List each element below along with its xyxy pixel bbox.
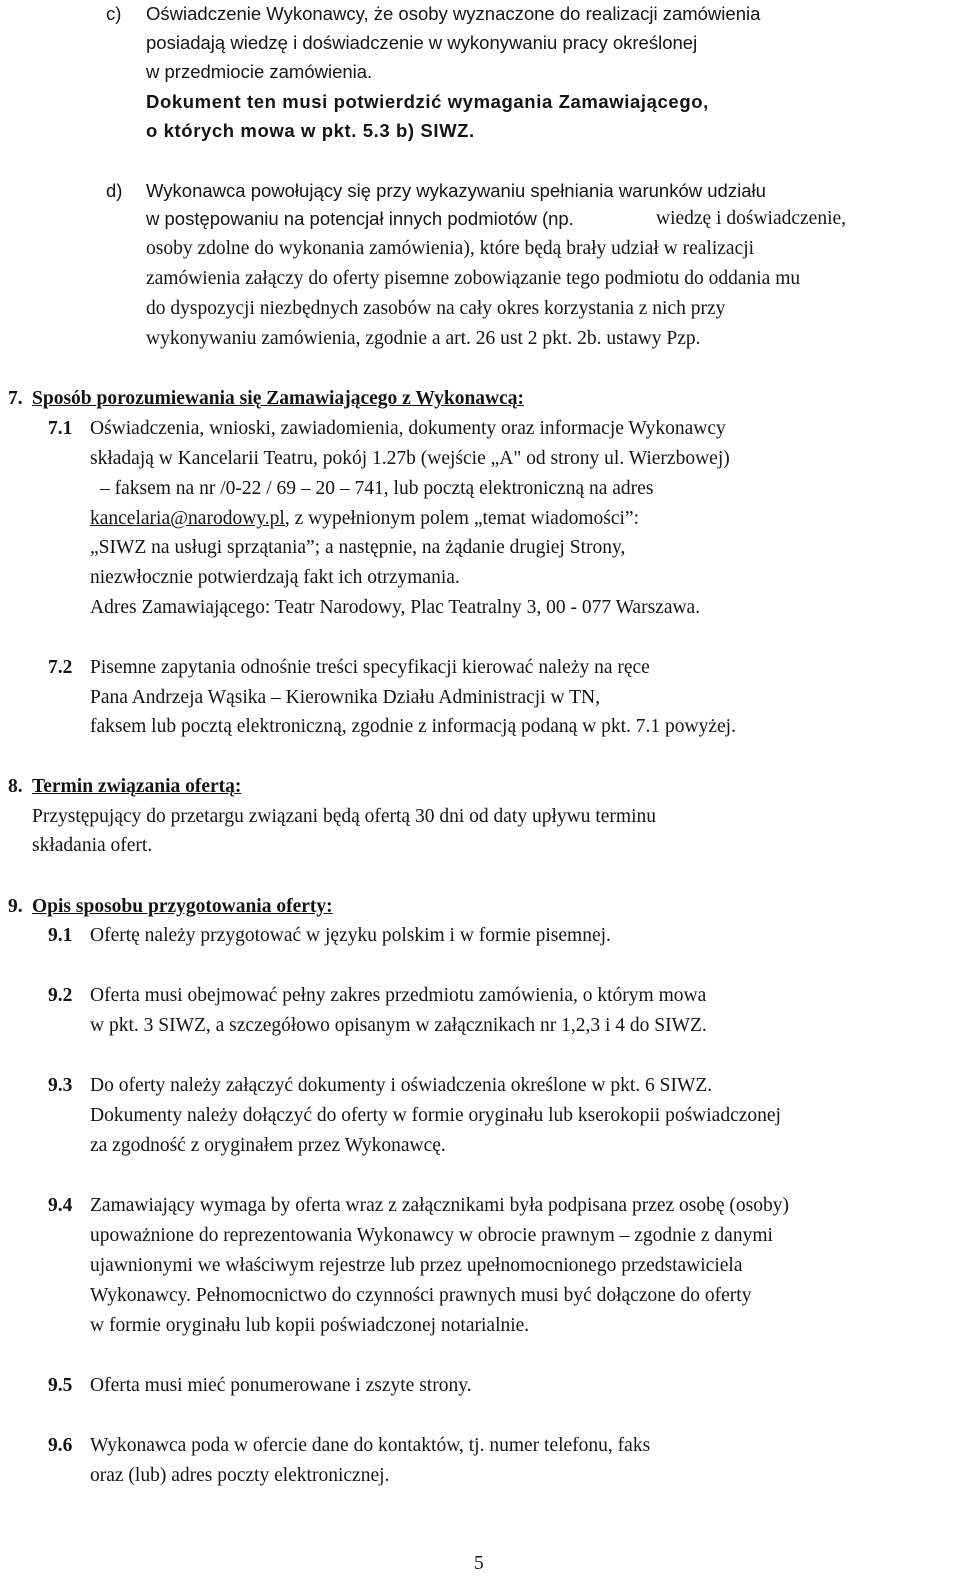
email-link[interactable]: kancelaria@narodowy.pl [90,508,285,529]
item-7-2-line: faksem lub pocztą elektroniczną, zgodnie z informacją podaną w pkt. 7.1 powyżej. [90,716,736,737]
item-d-line: Wykonawca powołujący się przy wykazywaniu spełniania warunków udziału [146,180,766,201]
item-d-line: osoby zdolne do wykonania zamówienia), które będą brały udział w realizacji [146,238,755,259]
item-9-4-number: 9.4 [48,1195,73,1216]
item-9-2-line: Oferta musi obejmować pełny zakres przedmiotu zamówienia, o którym mowa [90,985,707,1006]
item-9-3-line: Dokumenty należy dołączyć do oferty w formie oryginału lub kserokopii poświadczonej [90,1105,781,1126]
item-c-label: c) [106,3,122,24]
section-8-heading: Termin związania ofertą: [32,776,242,797]
item-9-5-line: Oferta musi mieć ponumerowane i zszyte strony. [90,1375,472,1396]
item-d-line: w postępowaniu na potencjał innych podmiotów (np. [146,208,574,229]
section-9-number: 9. [8,896,23,917]
item-9-4-line: Zamawiający wymaga by oferta wraz z załącznikami była podpisana przez osobę (osoby) [90,1195,789,1216]
item-d-label: d) [106,180,123,201]
item-7-2-line: Pisemne zapytania odnośnie treści specyfikacji kierować należy na ręce [90,657,650,678]
section-8-line: składania ofert. [32,835,153,856]
item-9-6-line: Wykonawca poda w ofercie dane do kontaktów, tj. numer telefonu, faks [90,1435,651,1456]
item-c-line-bold: Dokument ten musi potwierdzić wymagania Zamawiającego, [146,91,709,112]
item-d-line: zamówienia załączy do oferty pisemne zobowiązanie tego podmiotu do oddania mu [146,268,801,289]
page-number: 5 [474,1553,484,1574]
item-9-4-line: ujawnionymi we właściwym rejestrze lub przez upełnomocnionego przedstawiciela [90,1255,743,1276]
item-9-1-number: 9.1 [48,925,73,946]
item-7-1-email-line [90,505,639,532]
section-7-number: 7. [8,388,23,409]
item-d-line: wiedzę i doświadczenie, [656,208,847,229]
item-9-2-line: w pkt. 3 SIWZ, a szczegółowo opisanym w załącznikach nr 1,2,3 i 4 do SIWZ. [90,1015,707,1036]
item-9-6-number: 9.6 [48,1435,73,1456]
item-9-1-line: Ofertę należy przygotować w języku polskim i w formie pisemnej. [90,925,611,946]
item-c-line: Oświadczenie Wykonawcy, że osoby wyznaczone do realizacji zamówienia [146,3,761,24]
item-7-2-number: 7.2 [48,657,73,678]
section-9-heading: Opis sposobu przygotowania oferty: [32,896,333,917]
item-9-5-number: 9.5 [48,1375,73,1396]
section-8-number: 8. [8,776,23,797]
item-9-2-number: 9.2 [48,985,73,1006]
email-suffix: , z wypełnionym polem „temat wiadomości”: [284,508,639,529]
item-9-3-number: 9.3 [48,1075,73,1096]
section-8-line: Przystępujący do przetargu związani będą ofertą 30 dni od daty upływu terminu [32,806,656,827]
item-7-1-line: Oświadczenia, wnioski, zawiadomienia, dokumenty oraz informacje Wykonawcy [90,418,726,439]
item-9-3-line: za zgodność z oryginałem przez Wykonawcę. [90,1135,446,1156]
item-7-1-line: Adres Zamawiającego: Teatr Narodowy, Plac Teatralny 3, 00 - 077 Warszawa. [90,597,701,618]
item-c-line: w przedmiocie zamówienia. [146,61,373,82]
item-9-4-line: w formie oryginału lub kopii poświadczonej notarialnie. [90,1315,530,1336]
item-7-2-line: Pana Andrzeja Wąsika – Kierownika Działu Administracji w TN, [90,687,600,708]
item-9-4-line: Wykonawcy. Pełnomocnictwo do czynności prawnych musi być dołączone do oferty [90,1285,752,1306]
item-7-1-line: składają w Kancelarii Teatru, pokój 1.27b (wejście „A" od strony ul. Wierzbowej) [90,448,730,469]
section-7-heading: Sposób porozumiewania się Zamawiającego z Wykonawcą: [32,388,525,409]
item-7-1-line: – faksem na nr /0-22 / 69 – 20 – 741, lub pocztą elektroniczną na adres [100,478,654,499]
item-7-1-line: niezwłocznie potwierdzają fakt ich otrzymania. [90,567,460,588]
item-7-1-line: „SIWZ na usługi sprzątania”; a następnie, na żądanie drugiej Strony, [90,537,626,558]
item-7-1-number: 7.1 [48,418,73,439]
item-9-6-line: oraz (lub) adres poczty elektronicznej. [90,1465,390,1486]
item-d-line: do dyspozycji niezbędnych zasobów na cały okres korzystania z nich przy [146,298,726,319]
item-d-line: wykonywaniu zamówienia, zgodnie a art. 26 ust 2 pkt. 2b. ustawy Pzp. [146,328,701,349]
item-9-3-line: Do oferty należy załączyć dokumenty i oświadczenia określone w pkt. 6 SIWZ. [90,1075,713,1096]
item-c-line: posiadają wiedzę i doświadczenie w wykonywaniu pracy określonej [146,32,698,53]
item-9-4-line: upoważnione do reprezentowania Wykonawcy w obrocie prawnym – zgodnie z danymi [90,1225,773,1246]
item-c-line-bold: o których mowa w pkt. 5.3 b) SIWZ. [146,120,475,141]
